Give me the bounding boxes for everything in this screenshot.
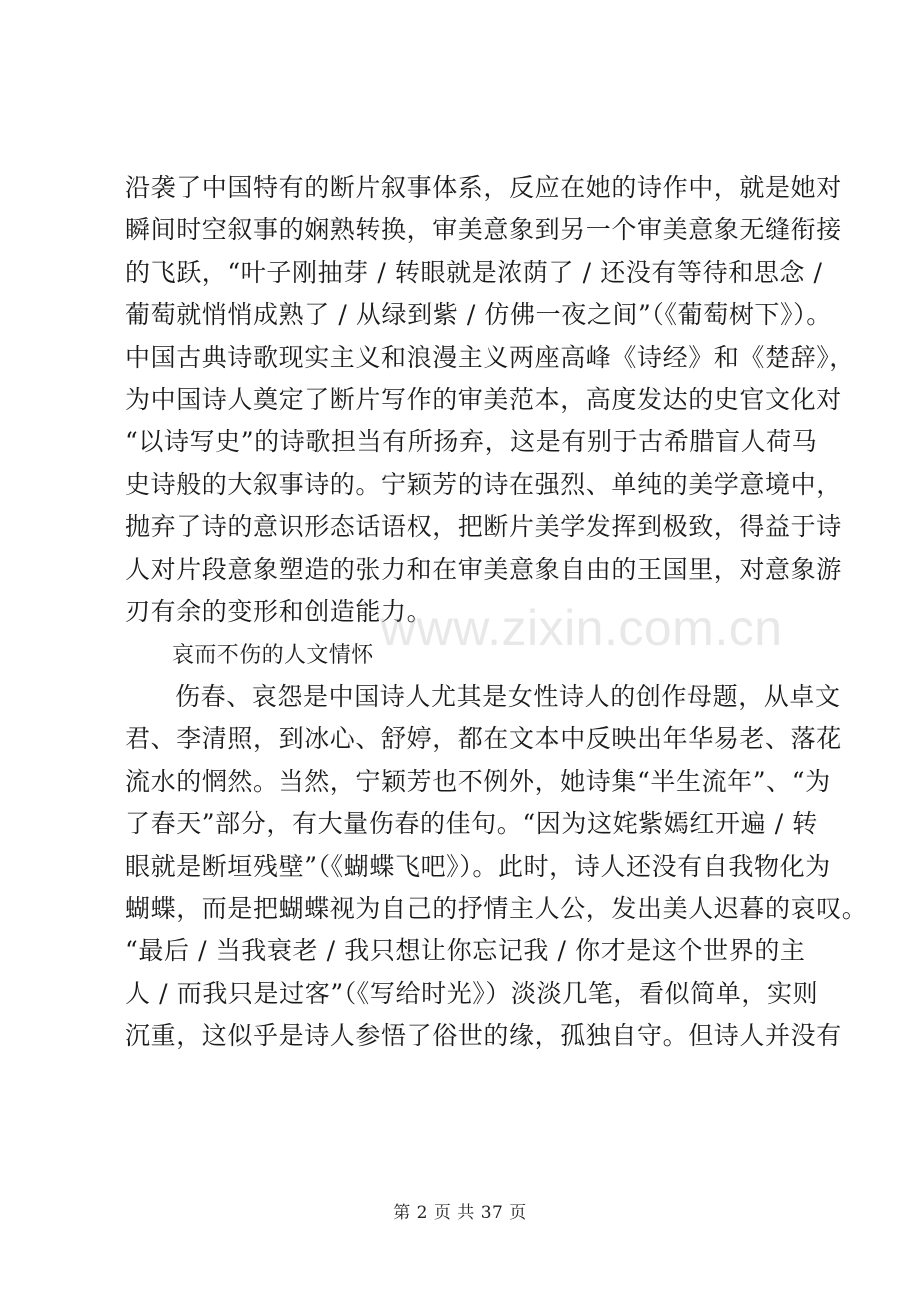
paragraph-1-line-2: 瞬间时空叙事的娴熟转换，审美意象到另一个审美意象无缝衔接: [125, 215, 842, 244]
watermark: www.zixin.com.cn: [380, 600, 783, 656]
paragraph-2-line-4: 了春天”部分，有大量伤春的佳句。“因为这姹紫嫣红开遍 / 转: [125, 809, 818, 838]
section-heading: 哀而不伤的人文情怀: [172, 643, 374, 668]
paragraph-2-line-5: 眼就是断垣残壁”（《蝴蝶飞吧》）。此时，诗人还没有自我物化为: [125, 852, 831, 881]
paragraph-1-line-8: 史诗般的大叙事诗的。宁颖芳的诗在强烈、单纯的美学意境中，: [125, 470, 842, 499]
paragraph-2-line-2: 君、李清照，到冰心、舒婷，都在文本中反映出年华易老、落花: [125, 724, 842, 753]
paragraph-1-line-9: 抛弃了诗的意识形态话语权，把断片美学发挥到极致，得益于诗: [125, 512, 842, 541]
page-number-footer: 第 2 页 共 37 页: [393, 1203, 527, 1223]
paragraph-2-line-7: “最后 / 当我衰老 / 我只想让你忘记我 / 你才是这个世界的主: [125, 936, 806, 965]
paragraph-2-line-8: 人 / 而我只是过客”（《写给时光》）淡淡几笔，看似简单，实则: [125, 979, 819, 1008]
paragraph-1-line-10: 人对片段意象塑造的张力和在审美意象自由的王国里，对意象游: [125, 555, 842, 584]
paragraph-1-line-4: 葡萄就悄悄成熟了 / 从绿到紫 / 仿佛一夜之间”（《葡萄树下》）。: [125, 300, 832, 329]
paragraph-1-line-1: 沿袭了中国特有的断片叙事体系，反应在她的诗作中，就是她对: [125, 173, 842, 202]
paragraph-1-line-5: 中国古典诗歌现实主义和浪漫主义两座高峰《诗经》和《楚辞》，: [125, 343, 855, 372]
paragraph-2-line-6: 蝴蝶，而是把蝴蝶视为自己的抒情主人公，发出美人迟暮的哀叹。: [125, 894, 868, 923]
paragraph-1-line-11: 刃有余的变形和创造能力。: [125, 597, 433, 626]
paragraph-1-line-6: 为中国诗人奠定了断片写作的审美范本，高度发达的史官文化对: [125, 385, 842, 414]
paragraph-2-line-1: 伤春、哀怨是中国诗人尤其是女性诗人的创作母题，从卓文: [175, 682, 841, 711]
paragraph-1-line-3: 的飞跃，“叶子刚抽芽 / 转眼就是浓荫了 / 还没有等待和思念 /: [125, 258, 823, 287]
paragraph-2-line-3: 流水的惘然。当然，宁颖芳也不例外，她诗集“半生流年”、“为: [125, 767, 831, 796]
paragraph-1-line-7: “以诗写史”的诗歌担当有所扬弃，这是有别于古希腊盲人荷马: [125, 427, 818, 456]
paragraph-2-line-9: 沉重，这似乎是诗人参悟了俗世的缘，孤独自守。但诗人并没有: [125, 1021, 842, 1050]
